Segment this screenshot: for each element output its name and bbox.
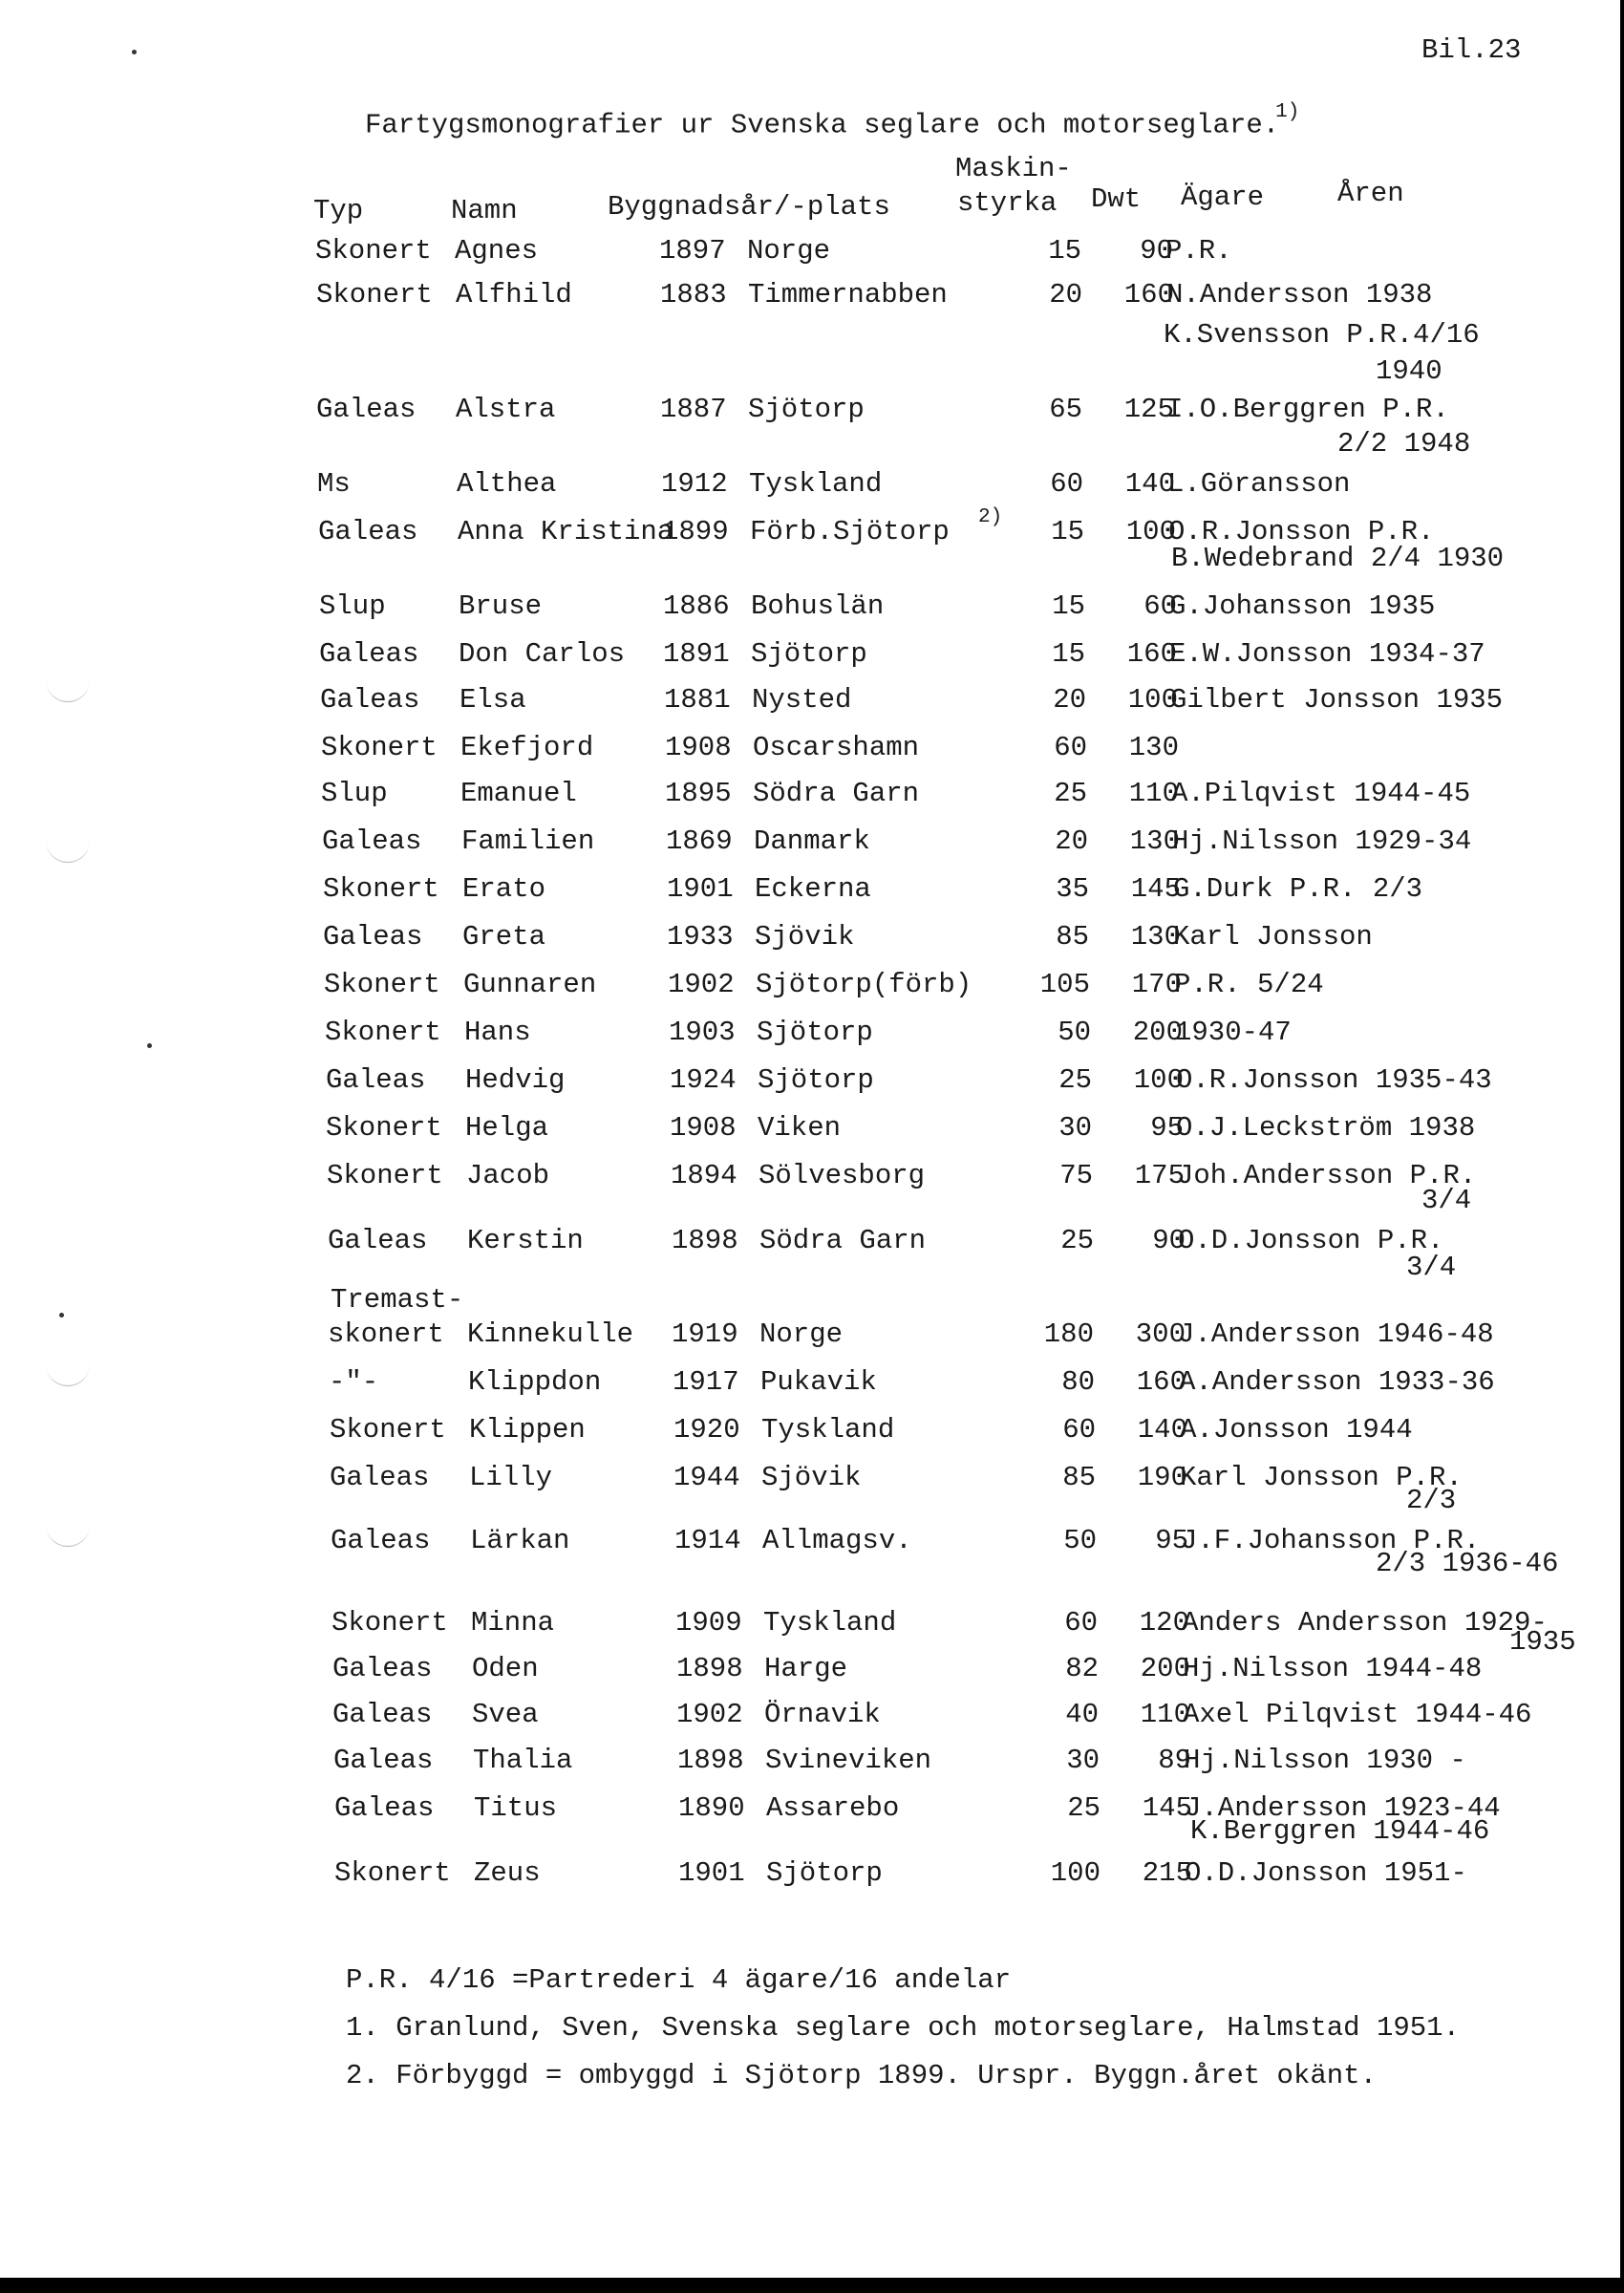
cell-owner: O.D.Jonsson P.R. — [1178, 1225, 1444, 1256]
cell-mask: 25 — [1058, 1064, 1092, 1096]
cell-typ: skonert — [328, 1318, 444, 1350]
cell-place: Sölvesborg — [759, 1160, 926, 1191]
cell-owner: 1930-47 — [1175, 1017, 1292, 1048]
cell-place: Sjötorp — [748, 394, 865, 425]
cell-owner: Karl Jonsson P.R. — [1180, 1462, 1463, 1493]
table-row — [0, 1699, 1624, 1731]
cell-dwt: 130 — [1128, 732, 1179, 763]
table-row — [0, 684, 1624, 717]
table-row — [0, 638, 1624, 671]
speck — [132, 50, 137, 54]
cell-place: Nysted — [752, 684, 852, 716]
cell-dwt: 160 — [1126, 638, 1177, 670]
cell-namn: Gunnaren — [463, 969, 597, 1000]
cell-year: 1944 — [673, 1462, 740, 1493]
cell-namn: Jacob — [466, 1160, 550, 1191]
cell-place: Tyskland — [761, 1414, 895, 1446]
cell-dwt: 140 — [1137, 1414, 1187, 1446]
cell-typ: Slup — [319, 590, 386, 622]
cell-year: 1891 — [663, 638, 730, 670]
cell-place: Tyskland — [763, 1607, 897, 1639]
cell-owner: J.Andersson 1946-48 — [1178, 1318, 1494, 1350]
cell-namn: Helga — [465, 1112, 549, 1144]
cell-namn: Anna Kristina — [458, 516, 674, 547]
cell-year: 1897 — [659, 235, 726, 267]
cell-dwt: 110 — [1128, 778, 1179, 809]
titus-owner-2: K.Berggren 1944-46 — [1190, 1815, 1490, 1847]
scan-right-edge — [1620, 0, 1624, 2293]
cell-mask: 50 — [1058, 1017, 1091, 1048]
cell-mask: 60 — [1064, 1607, 1098, 1639]
note-pr: P.R. 4/16 =Partrederi 4 ägare/16 andelar — [346, 1964, 1012, 1996]
table-row — [0, 1653, 1624, 1685]
cell-namn: Lilly — [469, 1462, 553, 1493]
footnote-2: 2. Förbyggd = ombyggd i Sjötorp 1899. Urspr. Byggn.året okänt. — [346, 2060, 1377, 2091]
cell-namn: Alfhild — [456, 279, 572, 311]
title-text: Fartygsmonografier ur Svenska seglare och motorseglare. — [365, 109, 1280, 141]
cell-mask: 15 — [1052, 590, 1085, 622]
header-maskin-line1: Maskin- — [955, 153, 1072, 184]
cell-namn: Kerstin — [467, 1225, 584, 1256]
cell-dwt: 100 — [1133, 1064, 1184, 1096]
cell-namn: Greta — [462, 921, 546, 953]
cell-owner: Gilbert Jonsson 1935 — [1170, 684, 1504, 716]
table-row — [0, 825, 1624, 858]
cell-year: 1890 — [678, 1792, 745, 1824]
cell-namn: Don Carlos — [459, 638, 626, 670]
table-row — [0, 1414, 1624, 1447]
cell-owner: Axel Pilqvist 1944-46 — [1183, 1699, 1532, 1730]
cell-typ: Galeas — [334, 1792, 435, 1824]
cell-mask: 30 — [1066, 1745, 1100, 1776]
cell-year: 1902 — [668, 969, 735, 1000]
cell-dwt: 140 — [1124, 468, 1175, 500]
cell-mask: 25 — [1054, 778, 1087, 809]
cell-namn: Familien — [461, 825, 595, 857]
cell-dwt: 95 — [1155, 1525, 1188, 1556]
cell-typ: Galeas — [332, 1699, 433, 1730]
cell-namn: Minna — [471, 1607, 555, 1639]
cell-owner: A.Jonsson 1944 — [1180, 1414, 1413, 1446]
cell-dwt: 60 — [1143, 590, 1177, 622]
cell-year: 1920 — [673, 1414, 740, 1446]
cell-year: 1898 — [676, 1653, 743, 1684]
page-title — [365, 101, 1300, 141]
cell-namn: Althea — [457, 468, 557, 500]
cell-dwt: 90 — [1152, 1225, 1186, 1256]
cell-typ: Skonert — [326, 1112, 442, 1144]
cell-owner: P.R. 5/24 — [1174, 969, 1324, 1000]
page-label: Bil.23 — [1421, 34, 1522, 66]
cell-namn: Hans — [464, 1017, 531, 1048]
cell-dwt: 89 — [1158, 1745, 1191, 1776]
table-row — [0, 590, 1624, 623]
lilly-owner-cont: 2/3 — [1406, 1485, 1457, 1516]
speck — [59, 1313, 64, 1318]
cell-dwt: 300 — [1135, 1318, 1186, 1350]
cell-typ: Galeas — [320, 684, 420, 716]
cell-dwt: 130 — [1130, 921, 1181, 953]
cell-typ: Galeas — [328, 1225, 428, 1256]
cell-place: Sjötorp — [766, 1857, 883, 1889]
cell-namn: Titus — [474, 1792, 558, 1824]
cell-namn: Bruse — [459, 590, 543, 622]
cell-mask: 60 — [1062, 1414, 1096, 1446]
cell-place: Tyskland — [749, 468, 883, 500]
cell-typ: Galeas — [318, 516, 418, 547]
cell-owner: I.O.Berggren P.R. — [1166, 394, 1449, 425]
cell-mask: 80 — [1061, 1366, 1095, 1398]
cell-place: Assarebo — [766, 1792, 900, 1824]
cell-dwt: 90 — [1140, 235, 1173, 267]
cell-namn: Klippdon — [468, 1366, 602, 1398]
table-row — [0, 921, 1624, 954]
alfhild-owner-2: K.Svensson P.R.4/16 — [1164, 319, 1480, 351]
table-row — [0, 1017, 1624, 1049]
cell-place: Danmark — [754, 825, 870, 857]
table-row — [0, 394, 1624, 426]
anna-footnote-ref: 2) — [978, 506, 1003, 528]
cell-place: Sjövik — [761, 1462, 862, 1493]
cell-mask: 20 — [1053, 684, 1086, 716]
cell-place: Allmagsv. — [762, 1525, 912, 1556]
cell-mask: 35 — [1056, 873, 1089, 905]
cell-namn: Ekefjord — [460, 732, 594, 763]
cell-year: 1924 — [670, 1064, 737, 1096]
cell-owner: J.F.Johansson P.R. — [1181, 1525, 1481, 1556]
cell-namn: Emanuel — [460, 778, 577, 809]
cell-dwt: 215 — [1142, 1857, 1192, 1889]
cell-mask: 100 — [1050, 1857, 1100, 1889]
cell-owner: Hj.Nilsson 1930 - — [1184, 1745, 1466, 1776]
header-maskin-line2: styrka — [957, 187, 1058, 219]
cell-mask: 65 — [1049, 394, 1082, 425]
cell-owner: A.Andersson 1933-36 — [1179, 1366, 1495, 1398]
larkan-owner-cont: 2/3 1936-46 — [1376, 1548, 1559, 1579]
cell-dwt: 190 — [1137, 1462, 1187, 1493]
cell-typ: -"- — [329, 1366, 379, 1398]
cell-place: Södra Garn — [759, 1225, 927, 1256]
cell-mask: 15 — [1052, 638, 1085, 670]
minna-owner-year: 1935 — [1509, 1626, 1576, 1658]
cell-owner: O.R.Jonsson P.R. — [1168, 516, 1435, 547]
cell-year: 1894 — [671, 1160, 737, 1191]
cell-owner: Joh.Andersson P.R. — [1177, 1160, 1477, 1191]
cell-place: Viken — [758, 1112, 842, 1144]
cell-mask: 15 — [1051, 516, 1084, 547]
cell-place: Oscarshamn — [753, 732, 920, 763]
scan-bottom-edge — [0, 2278, 1624, 2293]
cell-place: Eckerna — [755, 873, 871, 905]
cell-namn: Klippen — [469, 1414, 586, 1446]
cell-namn: Erato — [462, 873, 546, 905]
cell-owner: A.Pilqvist 1944-45 — [1171, 778, 1471, 809]
header-dwt: Dwt — [1091, 183, 1142, 215]
table-row — [0, 778, 1624, 810]
cell-year: 1869 — [666, 825, 733, 857]
cell-namn: Elsa — [459, 684, 526, 716]
cell-typ: Skonert — [331, 1607, 448, 1639]
jacob-owner-cont: 3/4 — [1421, 1185, 1472, 1216]
cell-mask: 20 — [1049, 279, 1082, 311]
cell-year: 1883 — [660, 279, 727, 311]
cell-mask: 40 — [1065, 1699, 1099, 1730]
cell-owner: Karl Jonsson — [1173, 921, 1373, 953]
cell-typ: Skonert — [316, 279, 433, 311]
footnote-1: 1. Granlund, Sven, Svenska seglare och motorseglare, Halmstad 1951. — [346, 2012, 1460, 2044]
cell-owner: Hj.Nilsson 1944-48 — [1183, 1653, 1483, 1684]
cell-year: 1908 — [665, 732, 732, 763]
cell-namn: Alstra — [456, 394, 556, 425]
cell-typ: Galeas — [331, 1525, 431, 1556]
cell-place: Södra Garn — [753, 778, 920, 809]
cell-dwt: 160 — [1123, 279, 1174, 311]
cell-typ: Skonert — [330, 1414, 446, 1446]
cell-mask: 25 — [1060, 1225, 1094, 1256]
cell-year: 1901 — [678, 1857, 745, 1889]
cell-mask: 20 — [1055, 825, 1088, 857]
table-row — [0, 1064, 1624, 1097]
cell-place: Sjövik — [755, 921, 855, 953]
cell-mask: 30 — [1058, 1112, 1092, 1144]
table-row — [0, 1607, 1624, 1639]
cell-typ: Skonert — [324, 969, 440, 1000]
table-row — [0, 235, 1624, 268]
cell-owner: G.Durk P.R. 2/3 — [1173, 873, 1423, 905]
cell-typ: Galeas — [316, 394, 417, 425]
cell-typ: Skonert — [321, 732, 438, 763]
cell-dwt: 120 — [1139, 1607, 1189, 1639]
cell-place: Svineviken — [765, 1745, 932, 1776]
cell-year: 1933 — [667, 921, 734, 953]
cell-dwt: 145 — [1130, 873, 1181, 905]
cell-typ: Galeas — [322, 825, 422, 857]
cell-owner: Hj.Nilsson 1929-34 — [1172, 825, 1472, 857]
cell-year: 1919 — [672, 1318, 738, 1350]
cell-owner: E.W.Jonsson 1934-37 — [1169, 638, 1485, 670]
cell-dwt: 100 — [1125, 516, 1176, 547]
cell-mask: 85 — [1056, 921, 1089, 953]
cell-typ: Skonert — [325, 1017, 441, 1048]
cell-year: 1898 — [672, 1225, 738, 1256]
cell-namn: Svea — [472, 1699, 539, 1730]
cell-place: Sjötorp — [751, 638, 867, 670]
cell-owner: O.D.Jonsson 1951- — [1185, 1857, 1467, 1889]
cell-owner: P.R. — [1165, 235, 1232, 267]
cell-year: 1917 — [673, 1366, 739, 1398]
cell-place: Norge — [759, 1318, 844, 1350]
cell-mask: 82 — [1065, 1653, 1099, 1684]
cell-owner: O.J.Leckström 1938 — [1176, 1112, 1476, 1144]
cell-year: 1903 — [669, 1017, 736, 1048]
cell-year: 1901 — [667, 873, 734, 905]
cell-namn: Lärkan — [470, 1525, 570, 1556]
cell-place: Harge — [764, 1653, 848, 1684]
cell-mask: 105 — [1039, 969, 1090, 1000]
cell-namn: Kinnekulle — [467, 1318, 634, 1350]
cell-namn: Agnes — [455, 235, 539, 267]
cell-dwt: 95 — [1150, 1112, 1184, 1144]
cell-mask: 50 — [1063, 1525, 1097, 1556]
alstra-owner-cont: 2/2 1948 — [1337, 428, 1471, 460]
kerstin-owner-cont: 3/4 — [1406, 1252, 1457, 1283]
header-aren: Åren — [1337, 178, 1404, 209]
cell-dwt: 100 — [1127, 684, 1178, 716]
cell-typ: Skonert — [323, 873, 439, 905]
cell-year: 1898 — [677, 1745, 744, 1776]
cell-owner: Anders Andersson 1929- — [1182, 1607, 1548, 1639]
cell-namn: Oden — [472, 1653, 539, 1684]
tremast-label: Tremast- — [331, 1284, 464, 1316]
cell-typ: Skonert — [315, 235, 432, 267]
cell-typ: Skonert — [334, 1857, 451, 1889]
table-row — [0, 1225, 1624, 1257]
cell-typ: Galeas — [332, 1653, 433, 1684]
cell-year: 1914 — [674, 1525, 741, 1556]
table-row — [0, 1366, 1624, 1399]
table-row — [0, 279, 1624, 311]
cell-dwt: 110 — [1140, 1699, 1190, 1730]
cell-mask: 60 — [1050, 468, 1083, 500]
cell-owner: O.R.Jonsson 1935-43 — [1176, 1064, 1492, 1096]
cell-mask: 180 — [1043, 1318, 1094, 1350]
cell-place: Sjötorp(förb) — [756, 969, 972, 1000]
cell-year: 1912 — [661, 468, 728, 500]
cell-typ: Galeas — [323, 921, 423, 953]
cell-typ: Skonert — [327, 1160, 443, 1191]
alfhild-year: 1940 — [1376, 355, 1442, 387]
cell-typ: Galeas — [333, 1745, 434, 1776]
cell-mask: 75 — [1059, 1160, 1093, 1191]
cell-year: 1908 — [670, 1112, 737, 1144]
cell-dwt: 160 — [1136, 1366, 1186, 1398]
cell-dwt: 170 — [1131, 969, 1182, 1000]
table-row — [0, 1160, 1624, 1192]
cell-year: 1895 — [665, 778, 732, 809]
cell-place: Örnavik — [764, 1699, 881, 1730]
table-row — [0, 873, 1624, 906]
cell-typ: Galeas — [319, 638, 419, 670]
cell-place: Pukavik — [760, 1366, 877, 1398]
cell-dwt: 175 — [1134, 1160, 1185, 1191]
cell-place: Norge — [747, 235, 831, 267]
cell-typ: Galeas — [330, 1462, 430, 1493]
table-row — [0, 732, 1624, 764]
cell-dwt: 145 — [1142, 1792, 1192, 1824]
table-row — [0, 1745, 1624, 1777]
cell-year: 1899 — [662, 516, 729, 547]
header-agare: Ägare — [1181, 182, 1265, 213]
cell-year: 1886 — [663, 590, 730, 622]
title-footnote-ref: 1) — [1275, 101, 1300, 123]
table-row — [0, 1462, 1624, 1494]
table-row — [0, 468, 1624, 501]
cell-namn: Zeus — [474, 1857, 541, 1889]
cell-dwt: 200 — [1132, 1017, 1183, 1048]
cell-typ: Galeas — [326, 1064, 426, 1096]
table-row — [0, 969, 1624, 1001]
cell-mask: 85 — [1062, 1462, 1096, 1493]
cell-year: 1881 — [664, 684, 731, 716]
cell-dwt: 125 — [1123, 394, 1174, 425]
cell-mask: 60 — [1054, 732, 1087, 763]
cell-place: Timmernabben — [748, 279, 948, 311]
cell-owner: N.Andersson 1938 — [1166, 279, 1433, 311]
cell-year: 1887 — [660, 394, 727, 425]
cell-place: Sjötorp — [757, 1017, 873, 1048]
header-namn: Namn — [451, 195, 518, 226]
cell-year: 1909 — [675, 1607, 742, 1639]
cell-namn: Hedvig — [465, 1064, 566, 1096]
cell-mask: 15 — [1048, 235, 1081, 267]
cell-dwt: 130 — [1129, 825, 1180, 857]
cell-owner: L.Göransson — [1167, 468, 1351, 500]
cell-typ: Ms — [317, 468, 351, 500]
cell-year: 1902 — [676, 1699, 743, 1730]
table-row — [0, 1318, 1624, 1351]
cell-place: Sjötorp — [758, 1064, 874, 1096]
cell-dwt: 200 — [1140, 1653, 1190, 1684]
cell-namn: Thalia — [473, 1745, 573, 1776]
table-row — [0, 1857, 1624, 1890]
cell-owner: G.Johansson 1935 — [1169, 590, 1436, 622]
table-row — [0, 1112, 1624, 1145]
header-byggnad: Byggnadsår/-plats — [608, 191, 890, 223]
cell-place: Bohuslän — [751, 590, 885, 622]
cell-mask: 25 — [1067, 1792, 1100, 1824]
anna-owner-2: B.Wedebrand 2/4 1930 — [1171, 543, 1505, 574]
cell-place: Förb.Sjötorp — [750, 516, 950, 547]
header-typ: Typ — [313, 195, 364, 226]
cell-typ: Slup — [321, 778, 388, 809]
cell-owner: J.Andersson 1923-44 — [1185, 1792, 1501, 1824]
